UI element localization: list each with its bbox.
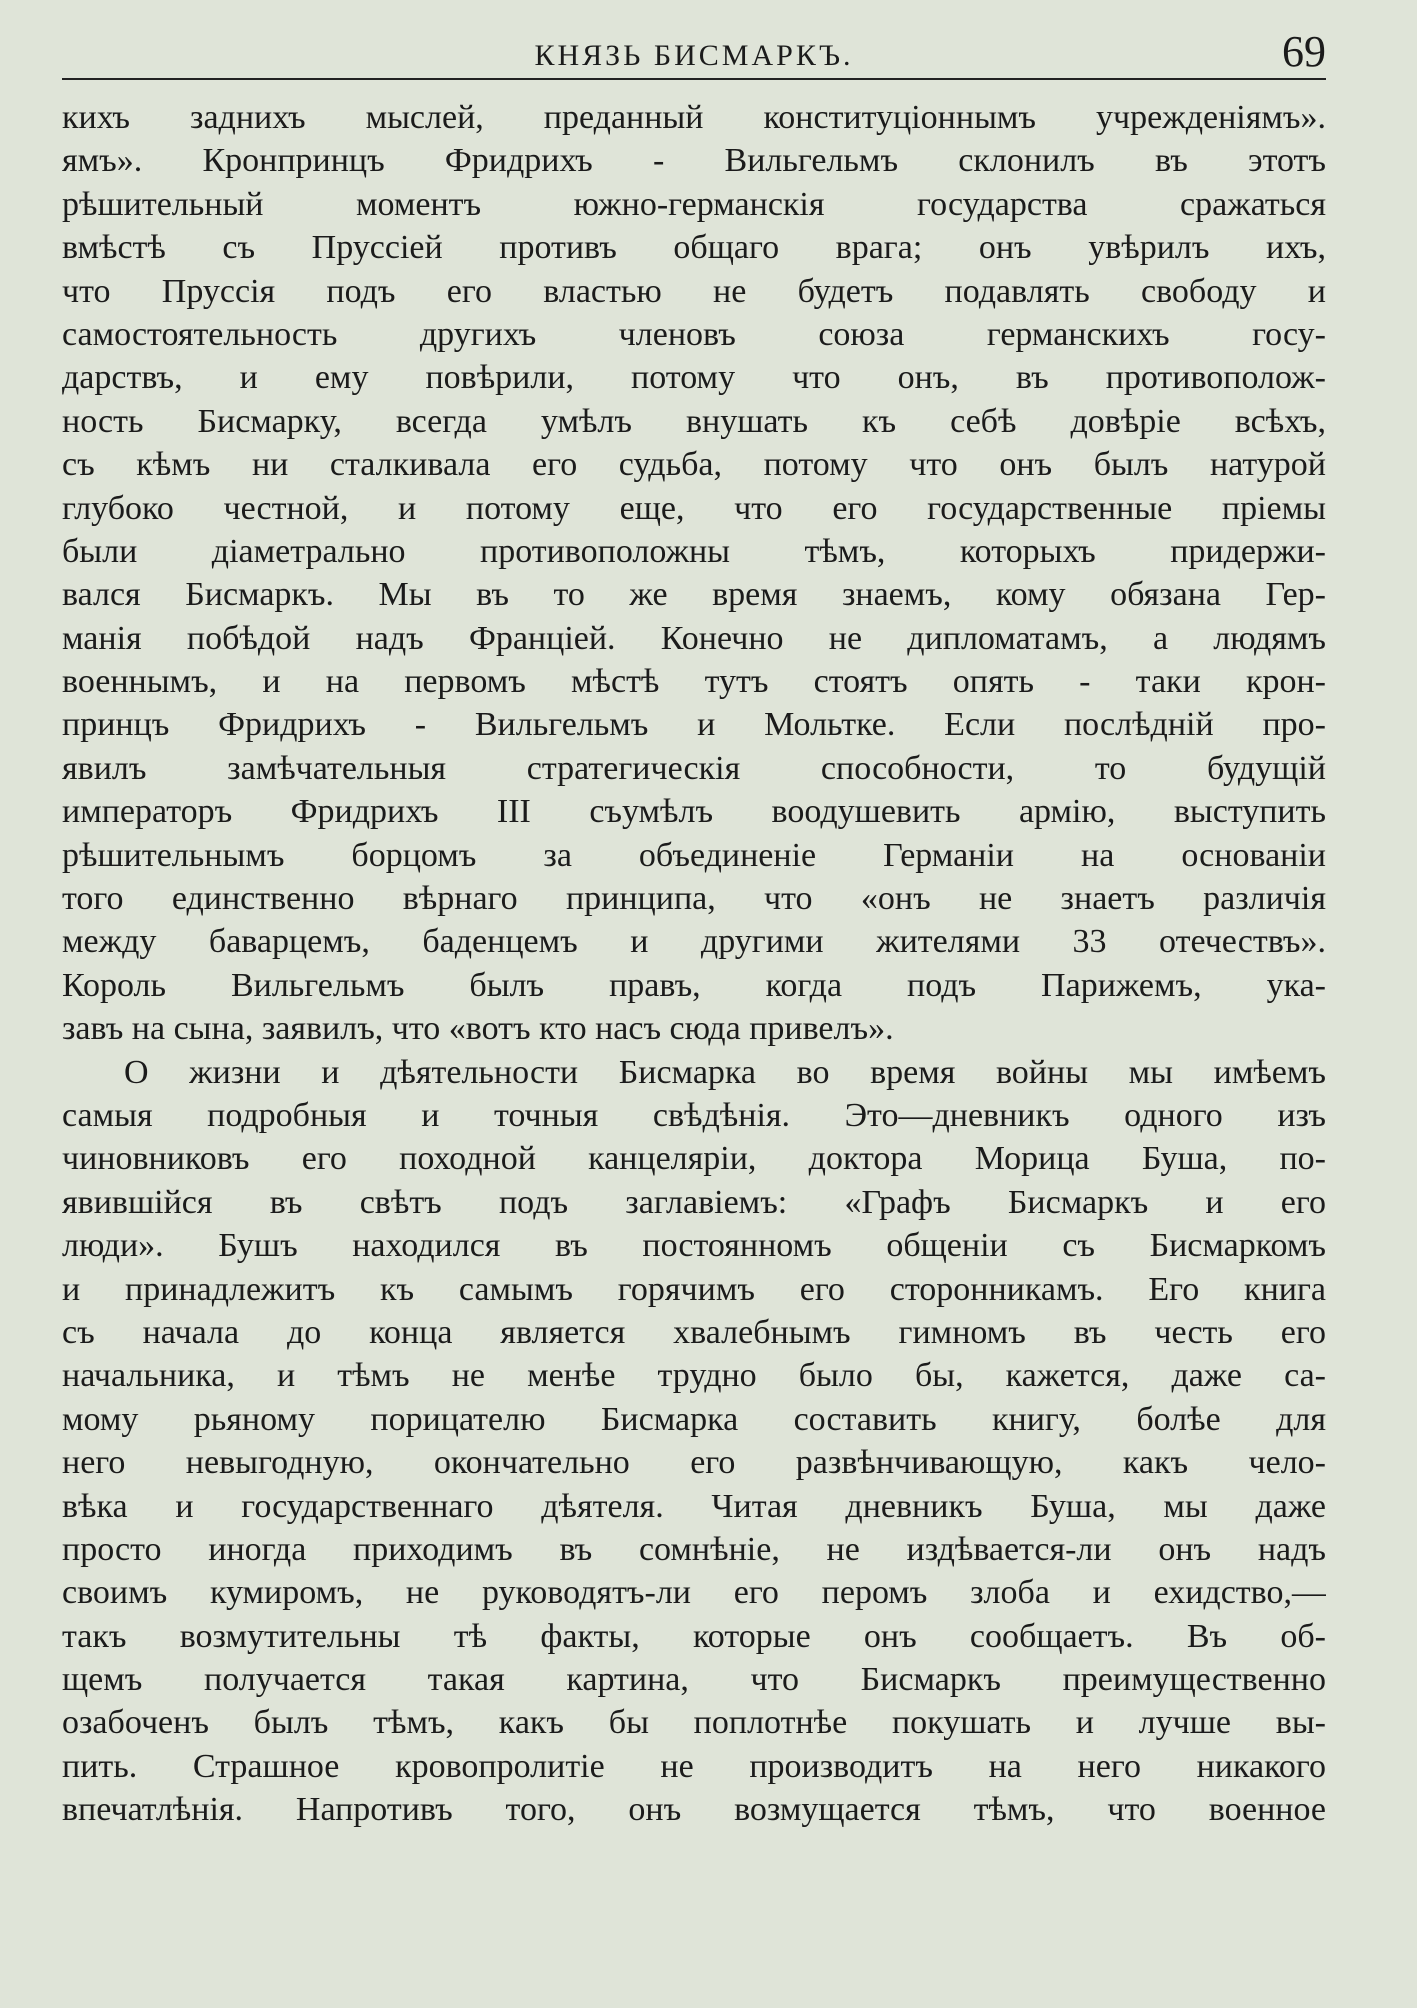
text-line: ность Бисмарку, всегда умѣлъ внушать къ себѣ довѣріе всѣхъ, <box>62 402 1326 440</box>
text-line: вмѣстѣ съ Пруссіей противъ общаго врага; онъ увѣрилъ ихъ, <box>62 229 1326 267</box>
text-line: императоръ Фридрихъ III съумѣлъ воодушевить армію, выступить <box>62 793 1326 831</box>
text-line: озабоченъ былъ тѣмъ, какъ бы поплотнѣе покушать и лучше вы- <box>62 1704 1326 1742</box>
text-line: явилъ замѣчательныя стратегическія способности, то будущій <box>62 749 1326 787</box>
text-line: такъ возмутительны тѣ факты, которые онъ сообщаетъ. Въ об- <box>62 1617 1326 1655</box>
running-title: КНЯЗЬ БИСМАРКЪ. <box>534 39 854 72</box>
text-line: дарствъ, и ему повѣрили, потому что онъ, въ противополож- <box>62 359 1326 397</box>
text-line: самыя подробныя и точныя свѣдѣнія. Это—дневникъ одного изъ <box>62 1096 1326 1134</box>
text-line: кихъ заднихъ мыслей, преданный конституціоннымъ учрежденіямъ». <box>62 99 1326 136</box>
text-line: между баварцемъ, баденцемъ и другими жителями 33 отечествъ». <box>62 923 1326 961</box>
text-line: своимъ кумиромъ, не руководятъ-ли его перомъ злоба и ехидство,— <box>62 1574 1326 1612</box>
text-line: пить. Страшное кровопролитіе не производитъ на него никакого <box>62 1747 1326 1785</box>
page-number: 69 <box>1282 27 1326 76</box>
text-line: завъ на сына, заявилъ, что «вотъ кто насъ сюда привелъ». <box>62 1010 894 1048</box>
text-line: мому рьяному порицателю Бисмарка составить книгу, болѣе для <box>62 1400 1326 1438</box>
text-line: глубоко честной, и потому еще, что его государственные пріемы <box>62 489 1326 527</box>
text-line: того единственно вѣрнаго принципа, что «онъ не знаетъ различія <box>62 880 1326 918</box>
text-line: начальника, и тѣмъ не менѣе трудно было бы, кажется, даже са- <box>62 1357 1326 1395</box>
text-line: Король Вильгельмъ былъ правъ, когда подъ Парижемъ, ука- <box>62 966 1326 1004</box>
text-line: съ кѣмъ ни сталкивала его судьба, потому что онъ былъ натурой <box>62 446 1326 484</box>
text-line: вѣка и государственнаго дѣятеля. Читая дневникъ Буша, мы даже <box>62 1487 1326 1525</box>
text-line: О жизни и дѣятельности Бисмарка во время войны мы имѣемъ <box>124 1053 1326 1091</box>
text-line: чиновниковъ его походной канцеляріи, доктора Морица Буша, по- <box>62 1140 1326 1178</box>
text-line: впечатлѣнія. Напротивъ того, онъ возмущается тѣмъ, что военное <box>62 1791 1326 1829</box>
text-line: вался Бисмаркъ. Мы въ то же время знаемъ, кому обязана Гер- <box>62 576 1326 614</box>
text-line: люди». Бушъ находился въ постоянномъ общеніи съ Бисмаркомъ <box>62 1227 1326 1265</box>
text-line: были діаметрально противоположны тѣмъ, которыхъ придержи- <box>62 532 1326 570</box>
text-line: что Пруссія подъ его властью не будетъ подавлять свободу и <box>62 272 1326 310</box>
text-line: явившійся въ свѣтъ подъ заглавіемъ: «Графъ Бисмаркъ и его <box>62 1183 1326 1221</box>
body-text <box>62 96 1326 1996</box>
text-line: рѣшительнымъ борцомъ за объединеніе Германіи на основаніи <box>62 836 1326 874</box>
text-line: принцъ Фридрихъ - Вильгельмъ и Мольтке. Если послѣдній про- <box>62 706 1326 744</box>
text-line: военнымъ, и на первомъ мѣстѣ тутъ стоятъ опять - таки крон- <box>62 663 1326 701</box>
text-line: самостоятельность другихъ членовъ союза германскихъ госу- <box>62 315 1326 353</box>
text-line: и принадлежитъ къ самымъ горячимъ его сторонникамъ. Его книга <box>62 1270 1326 1308</box>
text-line: щемъ получается такая картина, что Бисмаркъ преимущественно <box>62 1661 1326 1699</box>
text-line: ямъ». Кронпринцъ Фридрихъ - Вильгельмъ склонилъ въ этотъ <box>62 142 1326 180</box>
text-line: рѣшительный моментъ южно-германскія государства сражаться <box>62 185 1326 223</box>
header-rule <box>62 78 1326 80</box>
text-line: манія побѣдой надъ Франціей. Конечно не дипломатамъ, а людямъ <box>62 619 1326 657</box>
text-line: просто иногда приходимъ въ сомнѣніе, не издѣвается-ли онъ надъ <box>62 1530 1326 1568</box>
text-line: съ начала до конца является хвалебнымъ гимномъ въ честь его <box>62 1313 1326 1351</box>
text-line: него невыгодную, окончательно его развѣнчивающую, какъ чело- <box>62 1444 1326 1482</box>
running-header <box>62 26 1326 78</box>
